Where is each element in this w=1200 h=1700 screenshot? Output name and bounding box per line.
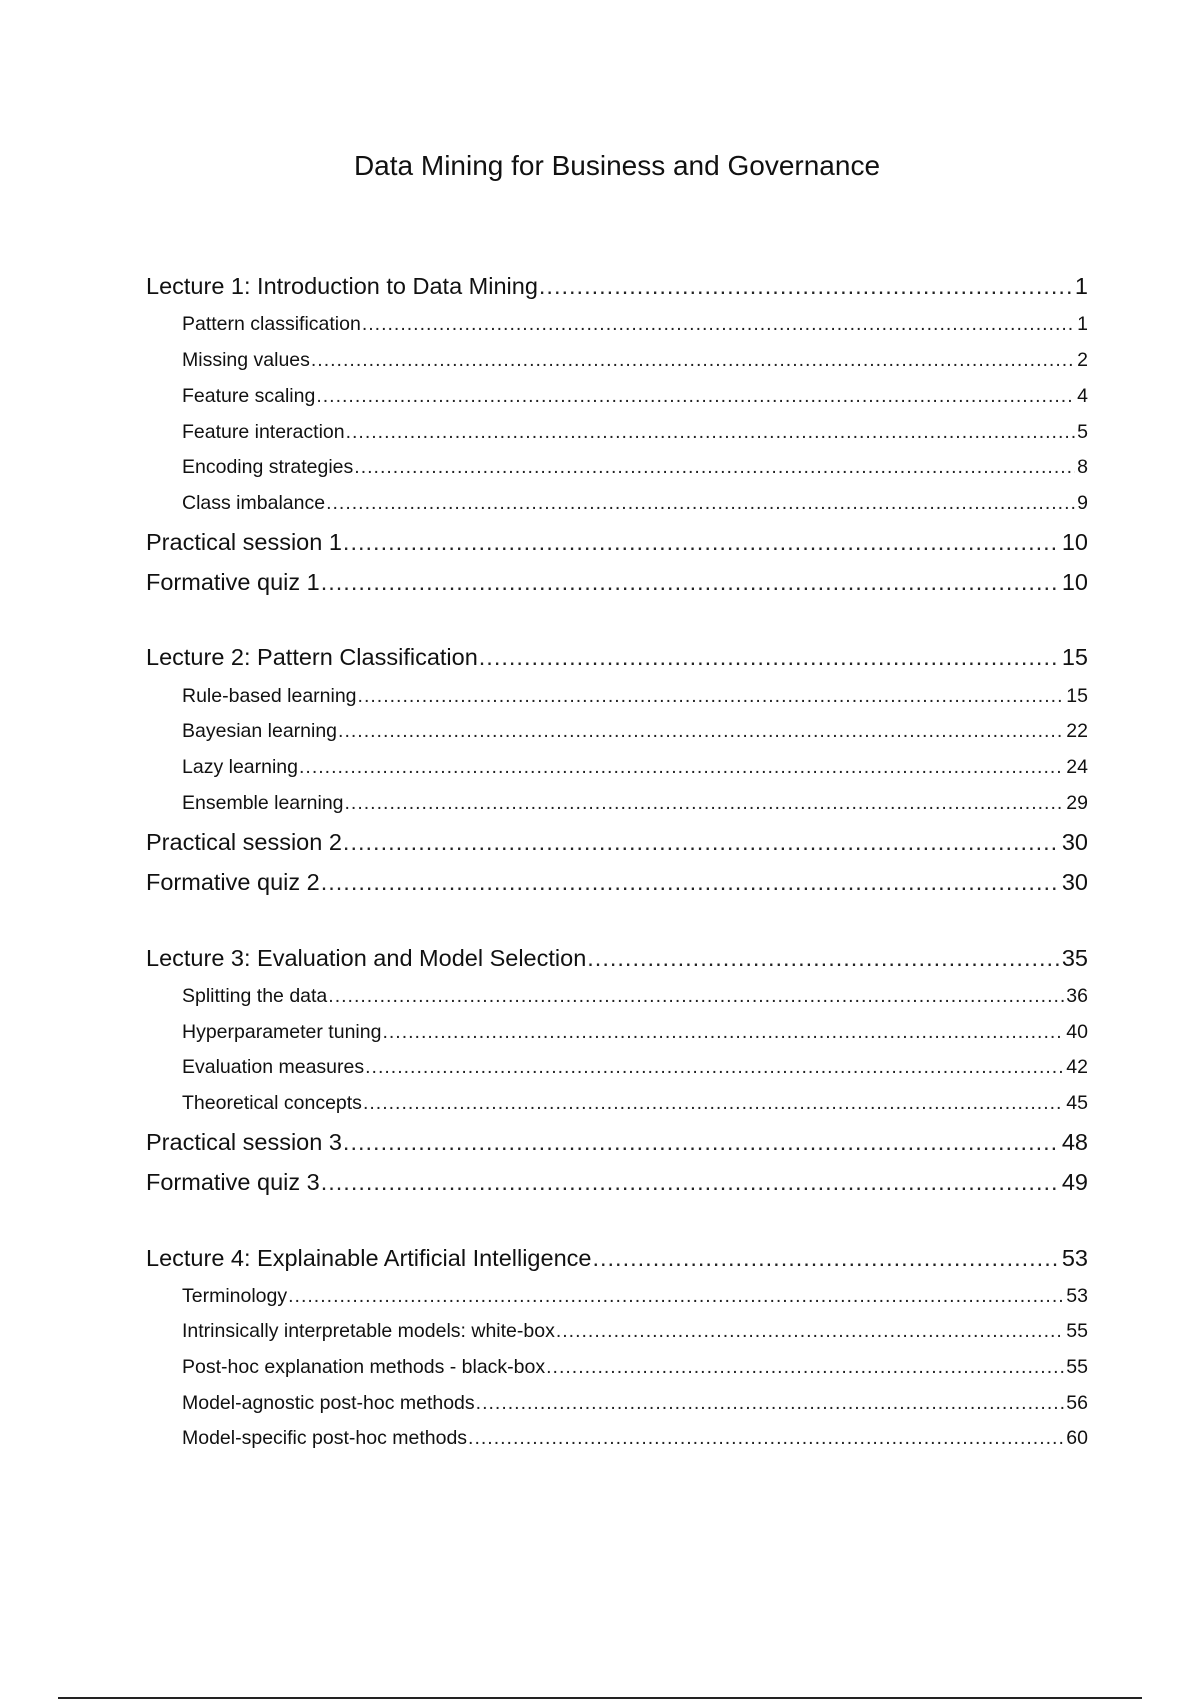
toc-entry-label: Bayesian learning: [182, 720, 338, 742]
dot-leader: [343, 826, 1060, 858]
toc-entry-page: 56: [1066, 1392, 1088, 1414]
toc-entry-page: 49: [1061, 1169, 1088, 1195]
toc-entry-page: 15: [1066, 685, 1088, 707]
toc-entry-label: Practical session 2: [146, 829, 342, 855]
dot-leader: [468, 1424, 1064, 1452]
dot-leader: [546, 1353, 1064, 1381]
dot-leader: [363, 1089, 1064, 1117]
toc-entry-formative-quiz-3[interactable]: [146, 1166, 1088, 1198]
toc-entry-pattern-classification[interactable]: [146, 310, 1088, 338]
toc-entry-rule-based-learning[interactable]: [146, 682, 1088, 710]
toc-entry-model-agnostic[interactable]: [146, 1389, 1088, 1417]
dot-leader: [321, 1166, 1060, 1198]
toc-entry-lecture-3[interactable]: [146, 942, 1088, 974]
toc-entry-page: 53: [1061, 1245, 1088, 1271]
dot-leader: [321, 866, 1060, 898]
toc-entry-label: Terminology: [182, 1285, 288, 1307]
toc-entry-page: 10: [1061, 569, 1088, 595]
dot-leader: [539, 270, 1073, 302]
dot-leader: [338, 717, 1064, 745]
toc-entry-page: 4: [1077, 385, 1088, 407]
toc-entry-label: Encoding strategies: [182, 456, 354, 478]
toc-entry-label: Rule-based learning: [182, 685, 357, 707]
dot-leader: [299, 753, 1064, 781]
toc-entry-practical-session-2[interactable]: [146, 826, 1088, 858]
toc-entry-label: Pattern classification: [182, 313, 361, 335]
toc-entry-label: Practical session 1: [146, 529, 342, 555]
toc-entry-page: 8: [1077, 456, 1088, 478]
toc-entry-label: Model-agnostic post-hoc methods: [182, 1392, 475, 1414]
toc-entry-label: Ensemble learning: [182, 792, 344, 814]
toc-entry-label: Intrinsically interpretable models: white-box: [182, 1320, 555, 1342]
toc-entry-bayesian-learning[interactable]: [146, 717, 1088, 745]
toc-entry-practical-session-1[interactable]: [146, 526, 1088, 558]
dot-leader: [365, 1053, 1064, 1081]
dot-leader: [345, 789, 1065, 817]
toc-entry-label: Lazy learning: [182, 756, 298, 778]
dot-leader: [343, 1126, 1060, 1158]
toc-entry-page: 9: [1077, 492, 1088, 514]
toc-entry-page: 45: [1066, 1092, 1088, 1114]
dot-leader: [382, 1018, 1064, 1046]
dot-leader: [316, 382, 1075, 410]
toc-entry-label: Post-hoc explanation methods - black-box: [182, 1356, 546, 1378]
toc-entry-label: Class imbalance: [182, 492, 326, 514]
toc-entry-missing-values[interactable]: [146, 346, 1088, 374]
dot-leader: [326, 489, 1075, 517]
dot-leader: [288, 1282, 1064, 1310]
toc-entry-encoding-strategies[interactable]: [146, 453, 1088, 481]
toc-entry-feature-interaction[interactable]: [146, 418, 1088, 446]
toc-entry-post-hoc-explanation[interactable]: [146, 1353, 1088, 1381]
toc-entry-page: 10: [1061, 529, 1088, 555]
toc-entry-practical-session-3[interactable]: [146, 1126, 1088, 1158]
toc-entry-label: Feature interaction: [182, 421, 345, 443]
dot-leader: [343, 526, 1060, 558]
toc-entry-label: Model-specific post-hoc methods: [182, 1427, 468, 1449]
toc-entry-page: 40: [1066, 1021, 1088, 1043]
toc-entry-label: Hyperparameter tuning: [182, 1021, 382, 1043]
dot-leader: [358, 682, 1065, 710]
toc-entry-label: Lecture 2: Pattern Classification: [146, 644, 478, 670]
toc-entry-page: 36: [1066, 985, 1088, 1007]
toc-entry-label: Lecture 4: Explainable Artificial Intelligence: [146, 1245, 592, 1271]
toc-entry-theoretical-concepts[interactable]: [146, 1089, 1088, 1117]
dot-leader: [311, 346, 1075, 374]
toc-entry-page: 60: [1066, 1427, 1088, 1449]
dot-leader: [321, 566, 1060, 598]
toc-entry-terminology[interactable]: [146, 1282, 1088, 1310]
toc-entry-page: 22: [1066, 720, 1088, 742]
toc-entry-page: 55: [1066, 1356, 1088, 1378]
toc-entry-lecture-4[interactable]: [146, 1242, 1088, 1274]
toc-entry-page: 2: [1077, 349, 1088, 371]
toc-entry-splitting-the-data[interactable]: [146, 982, 1088, 1010]
toc-entry-class-imbalance[interactable]: [146, 489, 1088, 517]
dot-leader: [346, 418, 1076, 446]
toc-entry-label: Formative quiz 1: [146, 569, 320, 595]
toc-entry-label: Missing values: [182, 349, 310, 371]
toc-entry-page: 30: [1061, 869, 1088, 895]
toc-entry-model-specific[interactable]: [146, 1424, 1088, 1452]
toc-entry-page: 35: [1061, 945, 1088, 971]
toc-entry-label: Formative quiz 2: [146, 869, 320, 895]
toc-entry-label: Lecture 3: Evaluation and Model Selection: [146, 945, 587, 971]
toc-entry-label: Practical session 3: [146, 1129, 342, 1155]
toc-entry-lecture-1[interactable]: [146, 270, 1088, 302]
toc-entry-ensemble-learning[interactable]: [146, 789, 1088, 817]
toc-entry-feature-scaling[interactable]: [146, 382, 1088, 410]
toc-entry-formative-quiz-1[interactable]: [146, 566, 1088, 598]
toc-entry-page: 24: [1066, 756, 1088, 778]
dot-leader: [592, 1242, 1059, 1274]
dot-leader: [354, 453, 1075, 481]
toc-entry-hyperparameter-tuning[interactable]: [146, 1018, 1088, 1046]
toc-entry-label: Feature scaling: [182, 385, 316, 407]
toc-entry-page: 5: [1077, 421, 1088, 443]
dot-leader: [479, 641, 1060, 673]
toc-entry-page: 29: [1066, 792, 1088, 814]
toc-entry-label: Splitting the data: [182, 985, 328, 1007]
toc-entry-page: 48: [1061, 1129, 1088, 1155]
toc-entry-label: Evaluation measures: [182, 1056, 365, 1078]
toc-entry-label: Formative quiz 3: [146, 1169, 320, 1195]
toc-entry-page: 1: [1077, 313, 1088, 335]
toc-entry-page: 42: [1066, 1056, 1088, 1078]
dot-leader: [587, 942, 1060, 974]
dot-leader: [476, 1389, 1065, 1417]
toc-entry-intrinsically-interpretable[interactable]: [146, 1317, 1088, 1345]
document-title: Data Mining for Business and Governance: [353, 150, 881, 181]
toc-entry-page: 30: [1061, 829, 1088, 855]
toc-entry-evaluation-measures[interactable]: [146, 1053, 1088, 1081]
dot-leader: [556, 1317, 1064, 1345]
toc-entry-label: Lecture 1: Introduction to Data Mining: [146, 273, 538, 299]
toc-entry-page: 55: [1066, 1320, 1088, 1342]
toc-entry-formative-quiz-2[interactable]: [146, 866, 1088, 898]
toc-entry-page: 53: [1066, 1285, 1088, 1307]
toc-entry-lazy-learning[interactable]: [146, 753, 1088, 781]
toc-entry-page: 1: [1074, 273, 1088, 299]
dot-leader: [362, 310, 1075, 338]
toc-entry-label: Theoretical concepts: [182, 1092, 362, 1114]
dot-leader: [328, 982, 1064, 1010]
toc-entry-page: 15: [1061, 644, 1088, 670]
toc-entry-lecture-2[interactable]: [146, 641, 1088, 673]
footer-divider: [58, 1697, 1142, 1699]
